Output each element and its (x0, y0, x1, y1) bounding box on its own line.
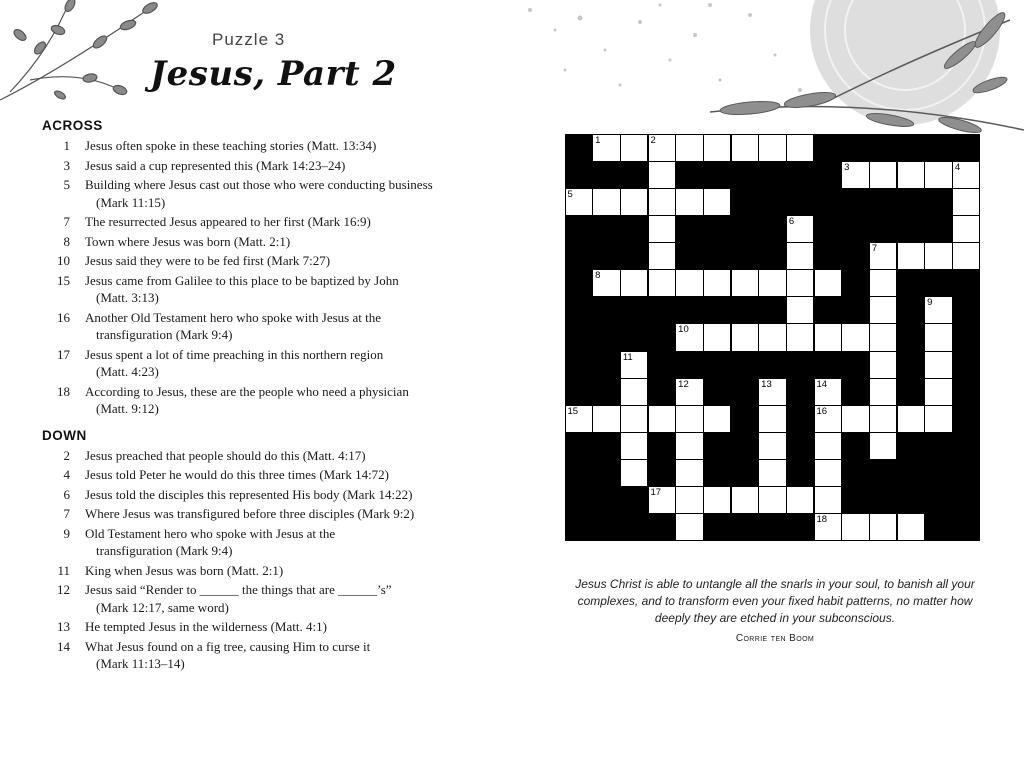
clue-number: 10 (57, 253, 70, 268)
clue-text: Town where Jesus was born (Matt. 2:1) (85, 233, 291, 249)
clue-text-block (85, 252, 512, 270)
grid-cell[interactable] (842, 324, 869, 350)
grid-cell[interactable] (649, 243, 676, 269)
grid-cell[interactable] (704, 135, 731, 161)
cell-number: 17 (650, 487, 662, 499)
grid-cell[interactable] (759, 406, 786, 432)
grid-cell[interactable] (621, 270, 648, 296)
clue-number: 15 (57, 272, 70, 288)
clue-text-block (85, 505, 512, 523)
clue-text-block (85, 562, 512, 580)
grid-cell[interactable] (870, 514, 897, 540)
clue-text: Jesus often spoke in these teaching stories (Matt. 13:34) (85, 138, 377, 153)
clue-text: Old Testament hero who spoke with Jesus at the (85, 525, 336, 541)
grid-cell[interactable] (676, 406, 703, 432)
grid-cell[interactable] (925, 297, 952, 323)
grid-cell[interactable] (593, 406, 620, 432)
clue-text: Jesus spent a lot of time preaching in this northern region (85, 346, 384, 362)
cell-number: 4 (954, 161, 961, 173)
grid-cell[interactable] (842, 162, 869, 188)
cell-number: 11 (622, 351, 633, 363)
grid-cell[interactable] (787, 270, 814, 296)
puzzle-number: Puzzle 3 (212, 30, 286, 49)
grid-cell[interactable] (649, 135, 676, 161)
grid-cell[interactable] (704, 487, 731, 513)
cell-number: 18 (816, 514, 828, 526)
clue-text: Building where Jesus cast out those who were conducting business (85, 177, 433, 192)
clue-text: Where Jesus was transfigured before three disciples (Mark 9:2) (85, 506, 415, 521)
crossword-grid (565, 134, 980, 541)
cell-number: 10 (678, 324, 689, 336)
grid-cell[interactable] (593, 135, 620, 161)
clue-text: Jesus said they were to be fed first (Mark 7:27) (85, 253, 331, 268)
clue-text-block (85, 383, 512, 418)
clue-item (42, 383, 512, 418)
grid-cell[interactable] (953, 162, 980, 188)
grid-cell[interactable] (593, 189, 620, 215)
grid-cell[interactable] (787, 487, 814, 513)
grid-cell[interactable] (759, 460, 786, 486)
clue-item (42, 309, 512, 344)
clue-text-continued: (Mark 11:15) (96, 194, 166, 210)
clue-item (42, 157, 512, 175)
clue-text-block (85, 309, 512, 344)
cell-number: 16 (816, 405, 828, 417)
grid-cell[interactable] (815, 324, 842, 350)
clue-number: 7 (63, 506, 70, 521)
grid-cell[interactable] (566, 189, 593, 215)
grid-cell[interactable] (815, 487, 842, 513)
grid-cell[interactable] (676, 270, 703, 296)
grid-cell[interactable] (732, 135, 759, 161)
cell-number: 1 (595, 134, 601, 146)
cell-number: 2 (650, 134, 656, 146)
leaf-branch-decoration (0, 0, 170, 110)
clue-text-block (85, 466, 512, 484)
clue-text: Another Old Testament hero who spoke with Jesus at the (85, 309, 381, 325)
grid-cell[interactable] (759, 379, 786, 405)
clue-text: Jesus preached that people should do this (Matt. 4:17) (85, 447, 366, 463)
grid-cell[interactable] (759, 487, 786, 513)
grid-cell[interactable] (787, 297, 814, 323)
clue-number: 8 (63, 233, 70, 249)
clue-item (42, 466, 512, 484)
grid-cell[interactable] (704, 270, 731, 296)
grid-cell[interactable] (870, 406, 897, 432)
cell-number: 3 (844, 161, 850, 173)
clue-number: 3 (63, 157, 70, 173)
grid-cell[interactable] (925, 379, 952, 405)
grid-cell[interactable] (815, 460, 842, 486)
grid-cell[interactable] (925, 352, 952, 378)
clue-text-block (85, 176, 512, 211)
grid-cell[interactable] (898, 162, 925, 188)
grid-cell[interactable] (787, 243, 814, 269)
grid-cell[interactable] (676, 433, 703, 459)
grid-cell[interactable] (621, 352, 648, 378)
grid-cell[interactable] (732, 487, 759, 513)
clue-item (42, 346, 512, 381)
clue-text: According to Jesus, these are the people who need a physician (85, 383, 409, 399)
grid-cell[interactable] (704, 189, 731, 215)
grid-cell[interactable] (676, 324, 703, 350)
grid-cell[interactable] (815, 406, 842, 432)
cell-number: 14 (816, 378, 828, 390)
grid-cell[interactable] (676, 135, 703, 161)
clue-text-continued: (Matt. 9:12) (96, 401, 159, 416)
clue-text-continued: (Matt. 4:23) (96, 364, 159, 379)
cell-number: 15 (567, 405, 579, 417)
grid-cell[interactable] (676, 487, 703, 513)
grid-cell[interactable] (870, 162, 897, 188)
grid-cell[interactable] (649, 270, 676, 296)
grid-cell[interactable] (815, 514, 842, 540)
clue-text: Jesus told Peter he would do this three times (Mark 14:72) (85, 467, 390, 482)
clue-text-block (85, 137, 512, 155)
grid-cell[interactable] (732, 324, 759, 350)
clue-number: 2 (63, 447, 70, 463)
clue-item (42, 176, 512, 211)
grid-cell[interactable] (621, 135, 648, 161)
clue-number: 5 (63, 177, 70, 192)
clue-item (42, 213, 512, 231)
clue-text: Jesus said a cup represented this (Mark 14:23–24) (85, 157, 346, 173)
grid-cell[interactable] (870, 352, 897, 378)
grid-cell[interactable] (898, 243, 925, 269)
clue-number: 17 (57, 346, 70, 362)
clue-text-block (85, 638, 512, 673)
clue-text-block (85, 486, 512, 504)
clue-text-block (85, 272, 512, 307)
grid-cell[interactable] (704, 406, 731, 432)
clue-text-continued: transfiguration (Mark 9:4) (96, 327, 233, 342)
cell-number: 9 (927, 297, 933, 309)
grid-cell[interactable] (842, 514, 869, 540)
quote-text: Jesus Christ is able to untangle all the snarls in your soul, to banish all your complexes, and to transform even your fixed habit patterns, no matter how deeply they are etched in your subconscious. (575, 577, 975, 625)
clue-number: 7 (63, 214, 70, 229)
cell-number: 6 (788, 215, 795, 227)
clue-number: 13 (57, 619, 70, 634)
grid-cell[interactable] (593, 270, 620, 296)
grid-cell[interactable] (649, 406, 676, 432)
grid-cell[interactable] (621, 460, 648, 486)
clue-text-block (85, 233, 512, 251)
clue-number: 18 (57, 383, 70, 399)
grid-cell[interactable] (870, 243, 897, 269)
clue-text-block (85, 525, 512, 560)
grid-cell[interactable] (676, 460, 703, 486)
grid-cell[interactable] (925, 406, 952, 432)
grid-cell[interactable] (953, 243, 980, 269)
grid-cell[interactable] (621, 406, 648, 432)
cell-number: 7 (871, 243, 878, 255)
grid-cell[interactable] (815, 270, 842, 296)
grid-cell[interactable] (704, 324, 731, 350)
grid-cell[interactable] (759, 270, 786, 296)
clue-number: 6 (63, 486, 70, 502)
grid-cell[interactable] (815, 379, 842, 405)
grid-cell[interactable] (621, 379, 648, 405)
grid-cell[interactable] (870, 433, 897, 459)
grid-cell[interactable] (925, 243, 952, 269)
grid-cell[interactable] (898, 406, 925, 432)
quote-author: Corrie ten Boom (735, 633, 815, 644)
grid-cell[interactable] (649, 216, 676, 242)
grid-cell[interactable] (925, 324, 952, 350)
grid-cell[interactable] (621, 433, 648, 459)
clue-item (42, 272, 512, 307)
clue-item (42, 233, 512, 251)
crossword-grid-container (565, 134, 980, 541)
grid-cell[interactable] (898, 514, 925, 540)
clue-text-block (85, 213, 512, 231)
clue-number: 11 (57, 562, 70, 578)
grid-cell[interactable] (870, 379, 897, 405)
page-title: Jesus, Part 2 (150, 54, 397, 94)
clue-number: 16 (57, 309, 70, 325)
grid-cell[interactable] (925, 162, 952, 188)
clue-text: King when Jesus was born (Matt. 2:1) (85, 562, 284, 578)
circle-leaf-decoration (690, 0, 1024, 140)
clue-text: What Jesus found on a fig tree, causing Him to curse it (85, 638, 371, 654)
grid-cell[interactable] (787, 135, 814, 161)
cell-number: 5 (567, 188, 573, 200)
grid-cell[interactable] (759, 324, 786, 350)
clue-number: 4 (63, 467, 70, 482)
grid-cell[interactable] (649, 189, 676, 215)
grid-cell[interactable] (870, 270, 897, 296)
down-heading: DOWN (42, 427, 87, 443)
across-clues (42, 137, 512, 418)
clue-text-block (85, 346, 512, 381)
grid-cell[interactable] (649, 162, 676, 188)
clue-item (42, 618, 512, 636)
clue-item (42, 638, 512, 673)
grid-cell[interactable] (815, 433, 842, 459)
clue-text-continued: (Mark 11:13–14) (96, 656, 185, 671)
grid-cell[interactable] (870, 324, 897, 350)
grid-cell[interactable] (787, 324, 814, 350)
clue-text-block (85, 581, 512, 616)
grid-cell[interactable] (676, 189, 703, 215)
clue-list (42, 118, 512, 675)
grid-cell[interactable] (621, 189, 648, 215)
clue-text: Jesus told the disciples this represented His body (Mark 14:22) (85, 486, 413, 502)
grid-cell[interactable] (732, 270, 759, 296)
clue-text-continued: transfiguration (Mark 9:4) (96, 543, 233, 558)
clue-text: Jesus said “Render to ______ the things that are ______’s” (85, 582, 392, 597)
grid-cell[interactable] (759, 135, 786, 161)
clue-number: 12 (57, 582, 70, 597)
clue-item (42, 505, 512, 523)
cell-number: 12 (678, 378, 689, 390)
clue-text-continued: (Mark 12:17, same word) (96, 599, 229, 615)
clue-item (42, 525, 512, 560)
grid-cell[interactable] (566, 406, 593, 432)
grid-cell[interactable] (649, 487, 676, 513)
cell-number: 13 (761, 378, 772, 390)
clue-text: The resurrected Jesus appeared to her first (Mark 16:9) (85, 214, 371, 229)
grid-cell[interactable] (759, 433, 786, 459)
clue-item (42, 137, 512, 155)
grid-cell[interactable] (842, 406, 869, 432)
grid-cell[interactable] (870, 297, 897, 323)
clue-text: He tempted Jesus in the wilderness (Matt. 4:1) (85, 619, 327, 634)
clue-number: 9 (63, 525, 70, 541)
grid-cell[interactable] (676, 514, 703, 540)
grid-cell[interactable] (953, 216, 980, 242)
clue-text-continued: (Matt. 3:13) (96, 290, 159, 305)
clue-text-block (85, 157, 512, 175)
clue-text: Jesus came from Galilee to this place to be baptized by John (85, 272, 399, 288)
clue-number: 14 (57, 638, 70, 654)
grid-cell[interactable] (676, 379, 703, 405)
clue-item (42, 252, 512, 270)
grid-cell[interactable] (953, 189, 980, 215)
clue-text-block (85, 618, 512, 636)
across-heading: ACROSS (42, 118, 103, 133)
grid-cell[interactable] (787, 216, 814, 242)
clue-item (42, 447, 512, 465)
down-clues (42, 447, 512, 673)
cell-number: 8 (595, 270, 601, 282)
clue-item (42, 581, 512, 616)
clue-item (42, 562, 512, 580)
clue-item (42, 486, 512, 504)
clue-number: 1 (63, 138, 70, 153)
clue-text-block (85, 447, 512, 465)
